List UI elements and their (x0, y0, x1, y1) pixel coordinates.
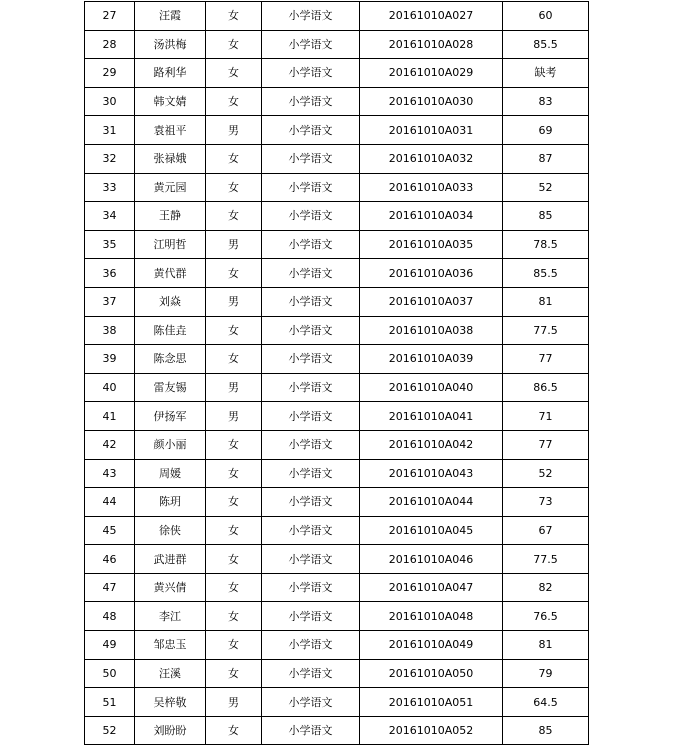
score-cell: 82 (503, 573, 589, 602)
exam-id-cell: 20161010A030 (360, 87, 503, 116)
score-cell: 81 (503, 631, 589, 660)
score-cell: 64.5 (503, 688, 589, 717)
subject-cell: 小学语文 (262, 230, 360, 259)
exam-id-cell: 20161010A033 (360, 173, 503, 202)
name-cell: 雷友锡 (135, 373, 206, 402)
table-row (85, 688, 589, 717)
exam-id-cell: 20161010A040 (360, 373, 503, 402)
exam-id-cell: 20161010A038 (360, 316, 503, 345)
score-cell: 76.5 (503, 602, 589, 631)
name-cell: 刘盼盼 (135, 716, 206, 745)
name-cell: 汪溪 (135, 659, 206, 688)
table-row (85, 430, 589, 459)
score-cell: 85 (503, 716, 589, 745)
exam-id-cell: 20161010A034 (360, 202, 503, 231)
row-number-cell: 47 (85, 573, 135, 602)
exam-id-cell: 20161010A043 (360, 459, 503, 488)
exam-id-cell: 20161010A051 (360, 688, 503, 717)
table-row (85, 2, 589, 31)
score-cell: 73 (503, 488, 589, 517)
table-row (85, 373, 589, 402)
score-cell: 77 (503, 345, 589, 374)
subject-cell: 小学语文 (262, 144, 360, 173)
row-number-cell: 29 (85, 59, 135, 88)
gender-cell: 女 (206, 316, 262, 345)
row-number-cell: 48 (85, 602, 135, 631)
exam-id-cell: 20161010A042 (360, 430, 503, 459)
exam-id-cell: 20161010A041 (360, 402, 503, 431)
name-cell: 徐侠 (135, 516, 206, 545)
score-cell: 77.5 (503, 316, 589, 345)
exam-id-cell: 20161010A032 (360, 144, 503, 173)
exam-id-cell: 20161010A028 (360, 30, 503, 59)
exam-id-cell: 20161010A052 (360, 716, 503, 745)
gender-cell: 男 (206, 230, 262, 259)
gender-cell: 男 (206, 688, 262, 717)
gender-cell: 女 (206, 259, 262, 288)
row-number-cell: 43 (85, 459, 135, 488)
gender-cell: 女 (206, 602, 262, 631)
row-number-cell: 52 (85, 716, 135, 745)
row-number-cell: 33 (85, 173, 135, 202)
name-cell: 颜小丽 (135, 430, 206, 459)
row-number-cell: 41 (85, 402, 135, 431)
name-cell: 张禄娥 (135, 144, 206, 173)
row-number-cell: 32 (85, 144, 135, 173)
name-cell: 黄兴倩 (135, 573, 206, 602)
gender-cell: 女 (206, 59, 262, 88)
name-cell: 周媛 (135, 459, 206, 488)
table-row (85, 173, 589, 202)
gender-cell: 女 (206, 545, 262, 574)
table-row (85, 573, 589, 602)
subject-cell: 小学语文 (262, 173, 360, 202)
gender-cell: 女 (206, 30, 262, 59)
subject-cell: 小学语文 (262, 259, 360, 288)
score-cell: 78.5 (503, 230, 589, 259)
gender-cell: 女 (206, 459, 262, 488)
exam-id-cell: 20161010A044 (360, 488, 503, 517)
subject-cell: 小学语文 (262, 716, 360, 745)
score-cell: 67 (503, 516, 589, 545)
subject-cell: 小学语文 (262, 2, 360, 31)
gender-cell: 女 (206, 430, 262, 459)
subject-cell: 小学语文 (262, 516, 360, 545)
score-cell: 69 (503, 116, 589, 145)
score-cell: 86.5 (503, 373, 589, 402)
score-cell: 85 (503, 202, 589, 231)
name-cell: 袁祖平 (135, 116, 206, 145)
table-row (85, 659, 589, 688)
name-cell: 汪霞 (135, 2, 206, 31)
score-cell: 77.5 (503, 545, 589, 574)
exam-id-cell: 20161010A036 (360, 259, 503, 288)
row-number-cell: 27 (85, 2, 135, 31)
name-cell: 伊扬军 (135, 402, 206, 431)
score-cell: 79 (503, 659, 589, 688)
gender-cell: 女 (206, 87, 262, 116)
subject-cell: 小学语文 (262, 116, 360, 145)
table-row (85, 516, 589, 545)
exam-id-cell: 20161010A047 (360, 573, 503, 602)
name-cell: 王静 (135, 202, 206, 231)
row-number-cell: 49 (85, 631, 135, 660)
gender-cell: 女 (206, 631, 262, 660)
score-cell: 52 (503, 459, 589, 488)
table-row (85, 259, 589, 288)
score-table (84, 1, 589, 745)
table-row (85, 287, 589, 316)
subject-cell: 小学语文 (262, 373, 360, 402)
subject-cell: 小学语文 (262, 545, 360, 574)
gender-cell: 男 (206, 402, 262, 431)
name-cell: 刘焱 (135, 287, 206, 316)
exam-id-cell: 20161010A035 (360, 230, 503, 259)
score-cell: 85.5 (503, 30, 589, 59)
exam-id-cell: 20161010A045 (360, 516, 503, 545)
gender-cell: 女 (206, 345, 262, 374)
subject-cell: 小学语文 (262, 287, 360, 316)
row-number-cell: 42 (85, 430, 135, 459)
gender-cell: 女 (206, 659, 262, 688)
row-number-cell: 45 (85, 516, 135, 545)
table-row (85, 345, 589, 374)
name-cell: 陈念思 (135, 345, 206, 374)
table-row (85, 230, 589, 259)
name-cell: 陈玥 (135, 488, 206, 517)
name-cell: 路利华 (135, 59, 206, 88)
row-number-cell: 38 (85, 316, 135, 345)
name-cell: 李江 (135, 602, 206, 631)
subject-cell: 小学语文 (262, 488, 360, 517)
name-cell: 黄代群 (135, 259, 206, 288)
row-number-cell: 39 (85, 345, 135, 374)
subject-cell: 小学语文 (262, 602, 360, 631)
subject-cell: 小学语文 (262, 59, 360, 88)
table-row (85, 488, 589, 517)
score-cell: 77 (503, 430, 589, 459)
table-row (85, 602, 589, 631)
table-row (85, 116, 589, 145)
row-number-cell: 40 (85, 373, 135, 402)
name-cell: 黄元园 (135, 173, 206, 202)
gender-cell: 男 (206, 116, 262, 145)
row-number-cell: 28 (85, 30, 135, 59)
gender-cell: 女 (206, 516, 262, 545)
row-number-cell: 37 (85, 287, 135, 316)
table-row (85, 545, 589, 574)
table-row (85, 716, 589, 745)
score-cell: 83 (503, 87, 589, 116)
score-cell: 81 (503, 287, 589, 316)
row-number-cell: 35 (85, 230, 135, 259)
exam-id-cell: 20161010A029 (360, 59, 503, 88)
subject-cell: 小学语文 (262, 459, 360, 488)
gender-cell: 女 (206, 2, 262, 31)
table-row (85, 459, 589, 488)
exam-id-cell: 20161010A046 (360, 545, 503, 574)
subject-cell: 小学语文 (262, 345, 360, 374)
row-number-cell: 46 (85, 545, 135, 574)
score-cell: 缺考 (503, 59, 589, 88)
score-cell: 60 (503, 2, 589, 31)
table-row (85, 202, 589, 231)
exam-id-cell: 20161010A031 (360, 116, 503, 145)
gender-cell: 男 (206, 287, 262, 316)
subject-cell: 小学语文 (262, 430, 360, 459)
name-cell: 陈佳垚 (135, 316, 206, 345)
subject-cell: 小学语文 (262, 631, 360, 660)
exam-id-cell: 20161010A037 (360, 287, 503, 316)
gender-cell: 男 (206, 373, 262, 402)
row-number-cell: 36 (85, 259, 135, 288)
row-number-cell: 44 (85, 488, 135, 517)
score-cell: 85.5 (503, 259, 589, 288)
row-number-cell: 34 (85, 202, 135, 231)
table-row (85, 59, 589, 88)
gender-cell: 女 (206, 144, 262, 173)
row-number-cell: 30 (85, 87, 135, 116)
table-row (85, 316, 589, 345)
exam-id-cell: 20161010A049 (360, 631, 503, 660)
exam-id-cell: 20161010A027 (360, 2, 503, 31)
name-cell: 吴梓敬 (135, 688, 206, 717)
subject-cell: 小学语文 (262, 30, 360, 59)
score-cell: 52 (503, 173, 589, 202)
name-cell: 江明哲 (135, 230, 206, 259)
gender-cell: 女 (206, 173, 262, 202)
row-number-cell: 31 (85, 116, 135, 145)
score-cell: 87 (503, 144, 589, 173)
name-cell: 韩文婧 (135, 87, 206, 116)
exam-id-cell: 20161010A050 (360, 659, 503, 688)
subject-cell: 小学语文 (262, 87, 360, 116)
score-cell: 71 (503, 402, 589, 431)
subject-cell: 小学语文 (262, 573, 360, 602)
subject-cell: 小学语文 (262, 316, 360, 345)
gender-cell: 女 (206, 716, 262, 745)
exam-id-cell: 20161010A048 (360, 602, 503, 631)
score-table-body (85, 2, 589, 745)
table-row (85, 631, 589, 660)
exam-id-cell: 20161010A039 (360, 345, 503, 374)
gender-cell: 女 (206, 573, 262, 602)
table-row (85, 30, 589, 59)
name-cell: 汤洪梅 (135, 30, 206, 59)
subject-cell: 小学语文 (262, 659, 360, 688)
subject-cell: 小学语文 (262, 202, 360, 231)
subject-cell: 小学语文 (262, 688, 360, 717)
row-number-cell: 51 (85, 688, 135, 717)
gender-cell: 女 (206, 202, 262, 231)
name-cell: 邹忠玉 (135, 631, 206, 660)
row-number-cell: 50 (85, 659, 135, 688)
subject-cell: 小学语文 (262, 402, 360, 431)
table-row (85, 87, 589, 116)
table-row (85, 144, 589, 173)
name-cell: 武进群 (135, 545, 206, 574)
gender-cell: 女 (206, 488, 262, 517)
table-row (85, 402, 589, 431)
